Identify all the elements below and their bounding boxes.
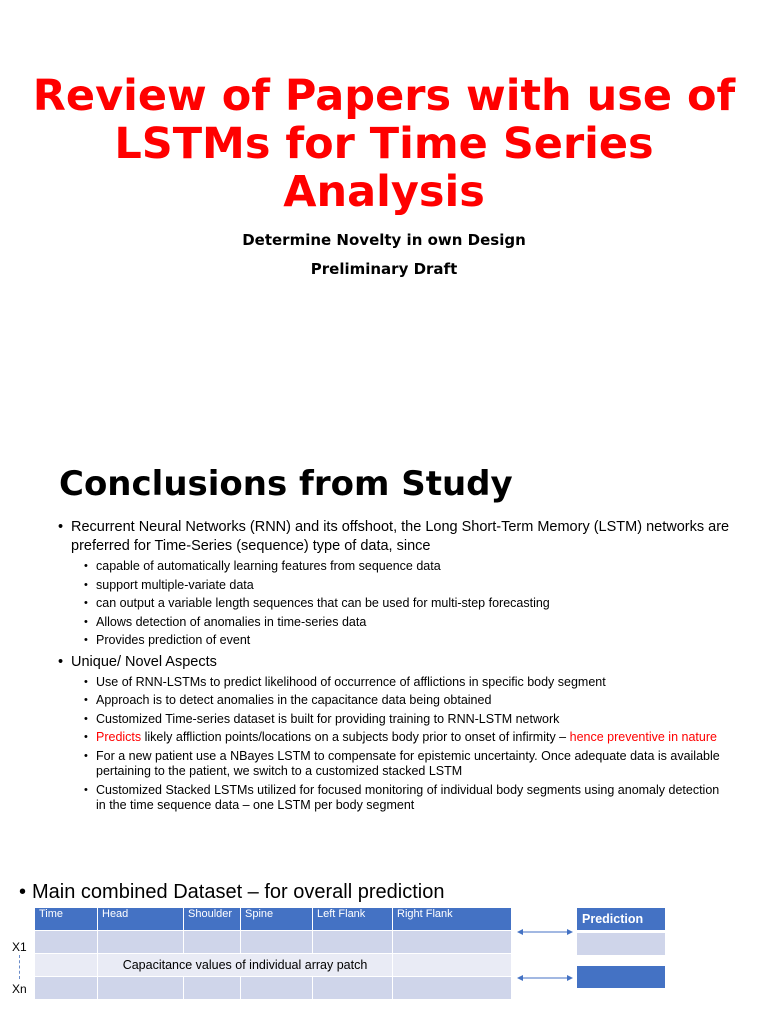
table-cell <box>313 931 393 954</box>
conclusions-list <box>0 518 768 818</box>
predicts-highlight: Predicts <box>96 730 142 744</box>
row-label-last: Xn <box>12 982 27 996</box>
predicts-text: likely affliction points/locations on a subjects body prior to onset of infirmity – <box>141 730 570 744</box>
dataset-heading <box>19 879 444 905</box>
list-item <box>0 675 768 691</box>
list-item-text: Recurrent Neural Networks (RNN) and its offshoot, the Long Short-Term Memory (LSTM) networks are preferred for Time-Series (sequence) type of data, since <box>71 519 730 554</box>
bullet-icon: • <box>84 783 88 796</box>
list-item-text: Customized Stacked LSTMs utilized for focused monitoring of individual body segments using anomaly detection in the time sequence data – one LSTM per body segment <box>96 782 720 812</box>
list-item <box>0 712 768 728</box>
capacitance-label: Capacitance values of individual array patch <box>98 954 393 977</box>
row-label-first: X1 <box>12 940 27 954</box>
list-item <box>0 578 768 594</box>
list-item-rnn <box>0 518 768 556</box>
subtitle-draft: Preliminary Draft <box>310 260 458 278</box>
list-item-text: capable of automatically learning features from sequence data <box>96 559 441 573</box>
list-item-text: can output a variable length sequences that can be used for multi-step forecasting <box>96 596 550 610</box>
subtitle-novelty: Determine Novelty in own Design <box>242 231 526 249</box>
list-item-text: Customized Time-series dataset is built for providing training to RNN-LSTM network <box>96 711 560 726</box>
table-row <box>35 977 512 1000</box>
sublist-novel-aspects <box>0 675 768 814</box>
list-item <box>0 749 768 780</box>
table-cell <box>241 977 313 1000</box>
list-item-predicts <box>0 730 768 746</box>
bullet-icon: • <box>58 653 64 670</box>
prediction-output-cell <box>577 966 665 988</box>
bullet-icon: • <box>58 519 64 535</box>
table-cell <box>35 977 98 1000</box>
table-cell <box>184 931 241 954</box>
table-header-row <box>35 908 512 931</box>
dataset-table <box>34 907 512 1000</box>
list-item-text: Allows detection of anomalies in time-series data <box>96 614 367 629</box>
table-cell <box>98 977 184 1000</box>
arrows-graphic <box>514 924 576 988</box>
page-title: Review of Papers with use of LSTMs for Time Series Analysis <box>32 71 736 217</box>
col-header-time: Time <box>35 908 98 931</box>
list-item <box>0 693 768 709</box>
dataset-heading-text: Main combined Dataset – for overall prediction <box>32 881 445 903</box>
conclusions-heading: Conclusions from Study <box>59 464 513 504</box>
list-item <box>0 559 768 575</box>
bullet-icon: • <box>84 634 88 646</box>
col-header-left-flank: Left Flank <box>313 908 393 931</box>
bullet-icon: • <box>84 694 88 706</box>
bullet-icon: • <box>84 615 88 628</box>
table-cell <box>35 931 98 954</box>
list-item <box>0 596 768 612</box>
table-cell <box>241 931 313 954</box>
bullet-icon: • <box>84 712 88 725</box>
list-item-text: Unique/ Novel Aspects <box>71 653 217 670</box>
list-item-text: Use of RNN-LSTMs to predict likelihood of occurrence of afflictions in specific body segment <box>96 674 606 689</box>
col-header-right-flank: Right Flank <box>393 908 512 931</box>
table-cell <box>98 931 184 954</box>
table-cell <box>393 931 512 954</box>
bullet-icon: • <box>84 675 88 688</box>
list-item-text: support multiple-variate data <box>96 577 254 592</box>
table-row <box>35 931 512 954</box>
bullet-icon: • <box>84 597 88 609</box>
table-cell <box>313 977 393 1000</box>
row-ellipsis-line <box>19 955 20 979</box>
table-cell <box>35 954 98 977</box>
table-row <box>35 954 512 977</box>
list-item <box>0 633 768 649</box>
col-header-spine: Spine <box>241 908 313 931</box>
preventive-highlight: hence preventive in nature <box>569 730 717 744</box>
bullet-icon: • <box>84 749 88 762</box>
list-item <box>0 783 768 814</box>
list-item-text: For a new patient use a NBayes LSTM to compensate for epistemic uncertainty. Once adequate data is available pertaining to the patient, we switch to a customized stacked LSTM <box>96 748 720 778</box>
col-header-shoulder: Shoulder <box>184 908 241 931</box>
bullet-icon: • <box>19 881 27 903</box>
list-item <box>0 615 768 631</box>
list-item-novel <box>0 653 768 672</box>
prediction-cell <box>577 933 665 955</box>
bullet-icon: • <box>84 731 88 743</box>
list-item-text: Approach is to detect anomalies in the capacitance data being obtained <box>96 693 492 707</box>
table-cell <box>393 954 512 977</box>
bullet-icon: • <box>84 560 88 572</box>
col-header-head: Head <box>98 908 184 931</box>
list-item-text: Provides prediction of event <box>96 633 251 647</box>
bullet-icon: • <box>84 578 88 591</box>
table-cell <box>393 977 512 1000</box>
prediction-header: Prediction <box>577 908 665 930</box>
sublist-rnn-reasons <box>0 559 768 649</box>
table-cell <box>184 977 241 1000</box>
